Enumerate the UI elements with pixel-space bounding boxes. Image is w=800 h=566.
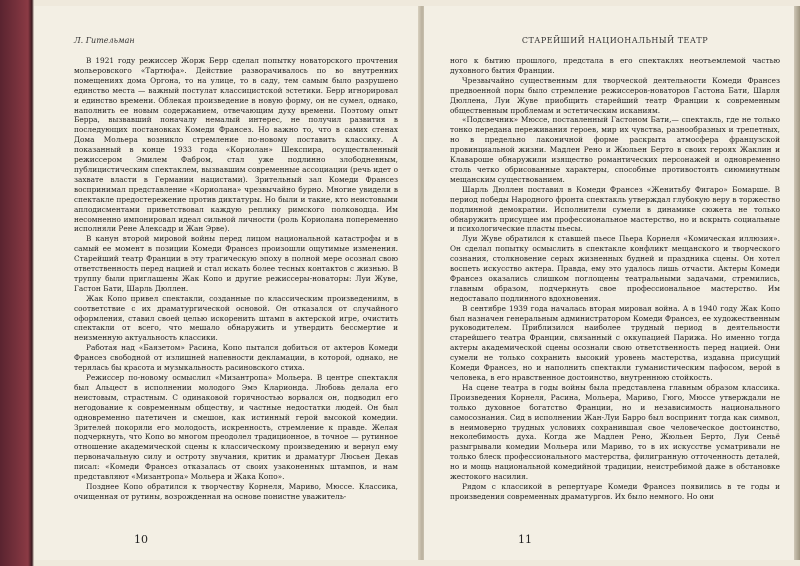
paragraph: Режиссер по-новому осмыслил «Мизантропа» Мольера. В центре спектакля был Альцест в исполнении молодого Эмэ Кларионда. Любовь делала его неистовым, страстным. С одинаковой горячностью ворвался он, подводил его негодование к современным обществу, и частные недостатки людей. Он был одновременно патетичен и смешон, как истинный герой высокой комедии. Зрителей покоряли его молодость, искренность, стремление к правде. Желая подчеркнуть, что Копо во многом преодолел традиционное, в точное — рутинное отношение академической сцены к классическому произведению и вернул ему первоначальную силу и остроту звучания, критик и драматург Люсьен Декав писал: «Комеди Франсез отказалась от своих узаконенных штампов, и нам представляют «Мизантропа» Мольера и Жака Копо». [74, 373, 398, 482]
paragraph: Позднее Копо обратился к творчеству Корнеля, Мариво, Мюссе. Классика, очищенная от рутины, возрожденная на основе понистне уважитель- [74, 481, 398, 501]
page-number-right: 11 [518, 533, 532, 546]
page-edge [794, 6, 800, 560]
paragraph: «Подсвечник» Мюссе, поставленный Гастоном Бати,— спектакль, где не только тонко передана переживания героев, мир их чувства, разнообразных и трепетных, но в предельно лаконичной форме раскрыта атмосфера французской провинциальной жизни. Мадлен Рено и Жюльен Берто в своих героях Жаклин и Клавароше обнаружили изящество романтических персонажей и одновременно столь четко обрисованные характеры, способные противостоять сиюминутным мещанским существованием. [450, 115, 780, 184]
paragraph: На сцене театра в годы войны была представлена главным образом классика. Произведения Корнеля, Расина, Мольера, Мариво, Гюго, Мюссе утверждали не только духовное богатство Франции, но и независимость национального самосознания. Сид в исполнении Жан-Луи Барро был воспринят тогда как символ, в неимоверно трудных условиях сохранившая свое человеческое достоинство, неколебимость духа. Когда же Мадлен Рено, Жюльен Берто, Луи Сеньё разыгрывали комедии Мольера или Мариво, то в их искусстве усматривали не только блеск профессионального мастерства, филигранную отточенность деталей, но и мощь национальной комедийной традиции, неистребимой даже в обстановке жестокого насилия. [450, 382, 780, 482]
paragraph: В 1921 году режиссер Жорж Берр сделал попытку новаторского прочтения мольеровского «Тартюфа». Действие разворачивалось по во внутренних помещениях дома Оргона, то на улице, то в саду, тем самым было разрушено единство места — важный постулат классицистской эстетики. Берр игнорировал и единство времени. Облекая произведение в новую форму, он не сумел, однако, наполнить ее новым содержанием, отвечающим духу времени. Поэтому опыт Берра, вызвавший поначалу немалый интерес, не получил развития в последующих постановках Комеди Франсез. Но важно то, что в самих стенах Дома Мольера возникло стремление по-новому поставить классику. А показанный в конце 1933 года «Кориолан» Шекспира, осуществленный режиссером Эмилем Фабром, стал уже подлинно злободневным, публицистическим спектаклем, вызвавшим современные ассоциации (речь идет о захвате власти в Германии нацистами). Зрительный зал Комеди Франсез воспринимал представление «Кориолана» чрезвычайно бурно. Многие увидели в спектакле предостережение против диктатуры. Но были и такие, кто неистовыми аплодисментами приветствовал каждую реплику римского полководца. Им несомненно импонировал идеал сильной личности (роль Кориолана попеременно исполняли Рене Алексадр и Жан Эрве). [74, 56, 398, 234]
paragraph: В канун второй мировой войны перед лицом национальной катастрофы и в самый ее момент в позиции Комеди Франсез произошли ощутимые изменения. Старейший театр Франции в эту трагическую эпоху в полной мере осознал свою ответственность перед нацией и стал искать более тесных контактов с жизнью. В труппу были приглашены Жак Копо и другие режиссеры-новаторы: Луи Жуве, Гастон Бати, Шарль Дюллен. [74, 234, 398, 293]
left-page-body [74, 56, 398, 502]
paragraph: Рядом с классикой в репертуаре Комеди Франсез появились в те годы и произведения современных драматургов. Их было немного. Но они [450, 481, 780, 501]
paragraph: В сентябре 1939 года началась вторая мировая война. А в 1940 году Жак Копо был назначен генеральным администратором Комеди Франсез, ее художественным руководителем. Приблизился наиболее трудный период в деятельности старейшего театра Франции, связанный с оккупацией Парижа. Но именно тогда актеры академической сцены осознали свою ответственность перед нацией. Они сумели не только сохранить высокий уровень мастерства, издавна присущий Комеди Франсез, но и наполнить спектакли гуманистическим пафосом, верой в человека, в его нравственное достоинство, внутреннюю стойкость. [450, 303, 780, 382]
paragraph: Жак Копо привел спектакли, созданные по классическим произведениям, в соответствие с их драматургической основой. Он отказался от случайного оформления, ставил своей целью искоренить штамп в актерской игре, очистить спектакли от всего, что мешало обнаружить и утвердить бессмертие и неизменную актуальность классики. [74, 293, 398, 343]
running-header-right: СТАРЕЙШИЙ НАЦИОНАЛЬНЫЙ ТЕАТР [521, 36, 709, 45]
paragraph-continued: ного к бытию прошлого, предстала в его спектаклях неотъемлемой частью духовного бытия Франции. [450, 56, 780, 75]
left-page [34, 6, 420, 560]
paragraph: Работая над «Баязетом» Расина, Копо пытался добиться от актеров Комеди Франсез свободной от излишней напевности декламации, в которой, однако, не терялась бы красота и музыкальность расиновского стиха. [74, 343, 398, 373]
page-number-left: 10 [134, 533, 148, 546]
running-header-left: Л. Гительман [74, 36, 135, 45]
paragraph: Шарль Дюллен поставил в Комеди Франсез «Женитьбу Фигаро» Бомарше. В период победы Народного фронта спектакль утверждал глубокую веру в торжество подлинной демократии. Исполнители сумели в динамике сюжета не только обнаружить присущее им профессиональное мастерство, но и вскрыть социальные и психологические пласты пьесы. [450, 184, 780, 234]
paragraph: Луи Жуве обратился к ставшей пьесе Пьера Корнеля «Комическая иллюзия». Он сделал попытку осмыслить в спектакле конфликт мещанского и творческого сознания, столкновение серых жизненных будней и праздника сцены. Он хотел воспеть искусство актера. Правда, ему это удалось лишь отчасти. Актеры Комеди Франсез оказались слишком поглощены театральными задачами, стремились, главным образом, подчеркнуть свое профессиональное мастерство. Им недоставало подлинного вдохновения. [450, 234, 780, 303]
right-page [424, 6, 796, 560]
right-page-body [450, 56, 780, 502]
paragraph: Чрезвычайно существенным для творческой деятельности Комеди Франсез предвоенной поры было стремление режиссеров-новаторов Гастона Бати, Шарля Дюллена, Луи Жуве приобщить старейший театр Франции к современным общественным проблемам и эстетическим исканиям. [450, 75, 780, 115]
